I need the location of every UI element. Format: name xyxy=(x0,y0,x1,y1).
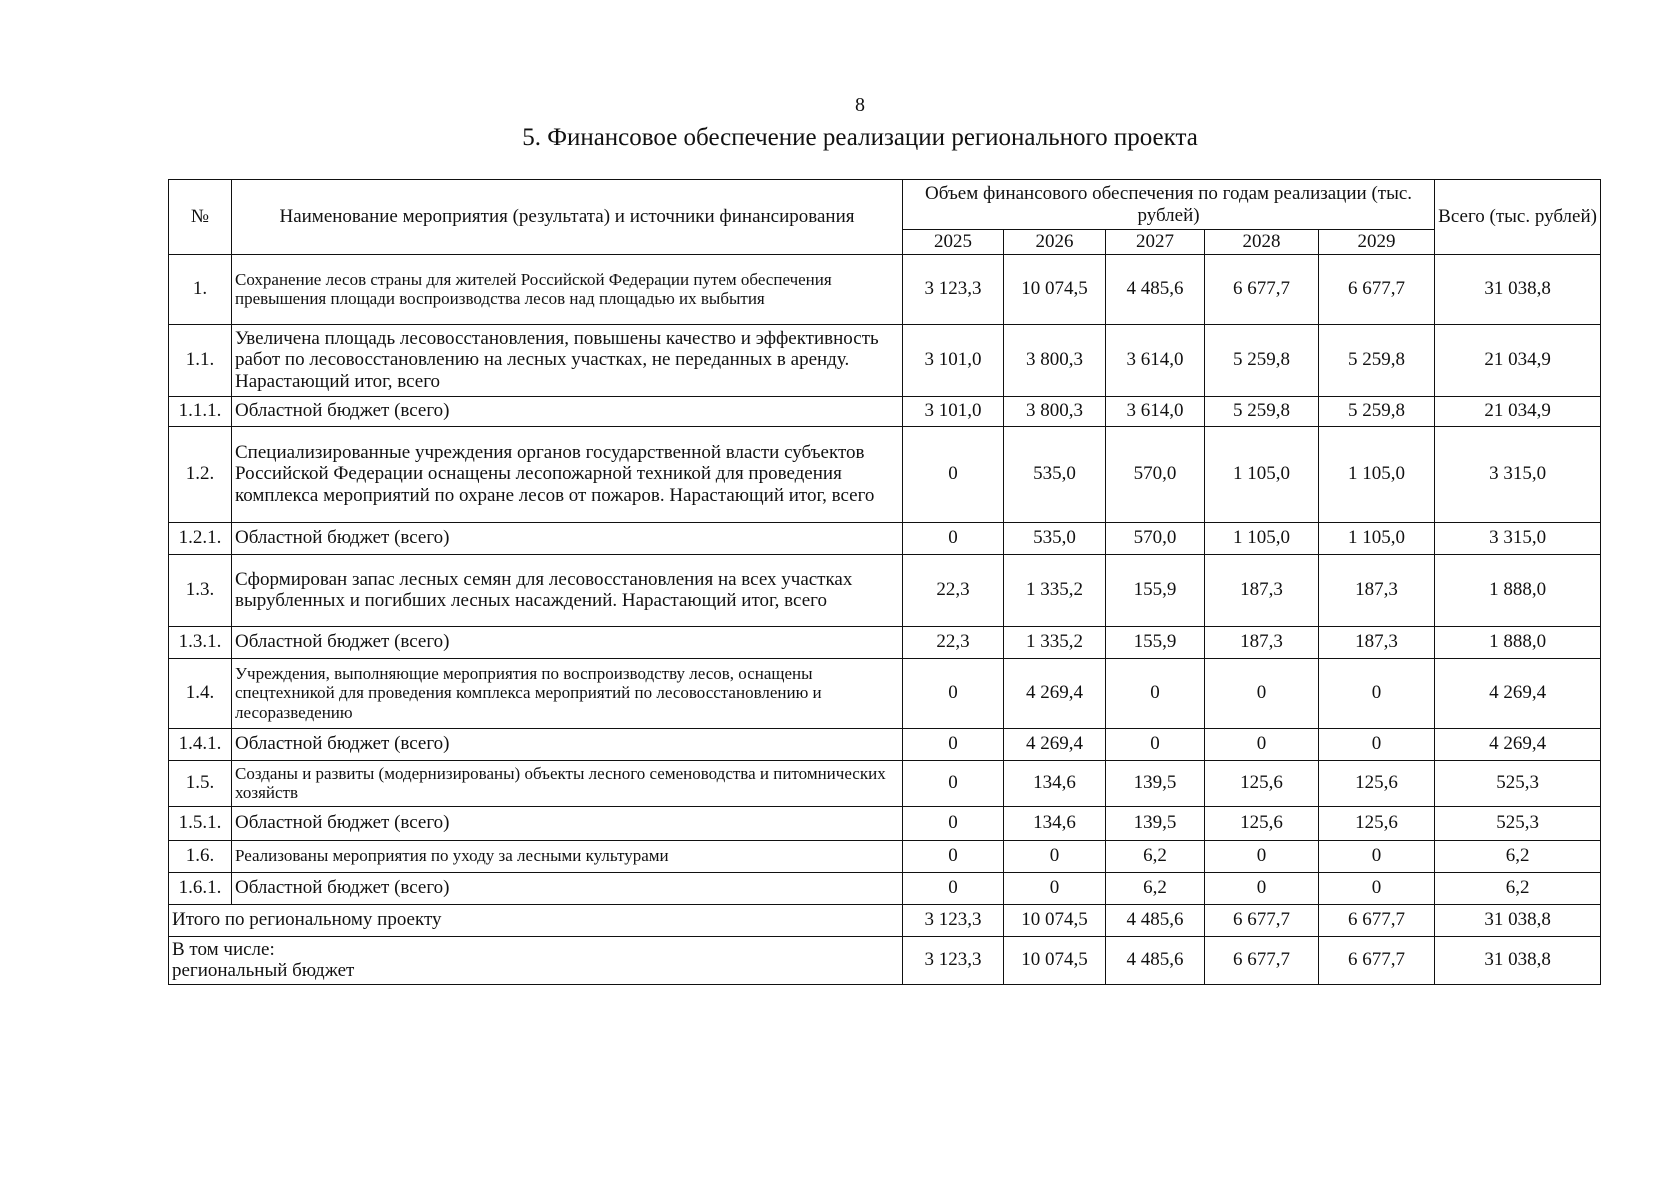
row-value: 6 677,7 xyxy=(1205,254,1319,324)
total-row-value: 10 074,5 xyxy=(1004,904,1106,936)
row-number: 1.2. xyxy=(169,426,232,522)
row-value: 0 xyxy=(1205,658,1319,728)
row-value: 125,6 xyxy=(1205,760,1319,806)
table-header xyxy=(169,180,1601,255)
row-number: 1.4.1. xyxy=(169,728,232,760)
row-value: 0 xyxy=(903,806,1004,840)
row-value: 3 123,3 xyxy=(903,254,1004,324)
sub-row-label-line-1: В том числе: xyxy=(172,938,275,960)
row-value: 3 614,0 xyxy=(1106,324,1205,396)
row-name: Специализированные учреждения органов государственной власти субъектов Российской Федерации оснащены лесопожарной техникой для проведения комплекса мероприятий по охране лесов от пожаров. Нарастающий итог, всего xyxy=(232,426,903,522)
table-row xyxy=(169,554,1601,626)
row-name: Областной бюджет (всего) xyxy=(232,522,903,554)
row-value: 0 xyxy=(1319,728,1435,760)
row-value: 22,3 xyxy=(903,626,1004,658)
table-row xyxy=(169,626,1601,658)
row-value: 1 105,0 xyxy=(1205,522,1319,554)
table-row xyxy=(169,728,1601,760)
row-value: 1 335,2 xyxy=(1004,554,1106,626)
row-value: 0 xyxy=(1004,840,1106,872)
row-value: 4 269,4 xyxy=(1004,728,1106,760)
table-row xyxy=(169,522,1601,554)
row-value: 0 xyxy=(903,728,1004,760)
row-value: 5 259,8 xyxy=(1319,396,1435,426)
row-value: 0 xyxy=(1004,872,1106,904)
header-year: 2026 xyxy=(1004,230,1106,255)
row-value: 3 101,0 xyxy=(903,324,1004,396)
row-value: 134,6 xyxy=(1004,760,1106,806)
row-number: 1.2.1. xyxy=(169,522,232,554)
row-total: 1 888,0 xyxy=(1435,626,1601,658)
sub-row-sum: 31 038,8 xyxy=(1435,936,1601,984)
row-name: Сохранение лесов страны для жителей Российской Федерации путем обеспечения превышения площади воспроизводства лесов над площадью их выбытия xyxy=(232,254,903,324)
sub-row-value: 6 677,7 xyxy=(1205,936,1319,984)
page-title: 5. Финансовое обеспечение реализации регионального проекта xyxy=(522,124,1198,151)
row-value: 187,3 xyxy=(1205,554,1319,626)
row-value: 570,0 xyxy=(1106,426,1205,522)
row-name: Областной бюджет (всего) xyxy=(232,626,903,658)
header-total: Всего (тыс. рублей) xyxy=(1435,180,1601,255)
row-number: 1.5. xyxy=(169,760,232,806)
row-number: 1.3.1. xyxy=(169,626,232,658)
row-name: Реализованы мероприятия по уходу за лесными культурами xyxy=(232,840,903,872)
page-number: 8 xyxy=(855,94,865,116)
table-body xyxy=(169,254,1601,904)
row-value: 0 xyxy=(1106,658,1205,728)
row-total: 1 888,0 xyxy=(1435,554,1601,626)
row-name: Областной бюджет (всего) xyxy=(232,872,903,904)
row-value: 10 074,5 xyxy=(1004,254,1106,324)
row-value: 0 xyxy=(1205,728,1319,760)
row-name: Созданы и развиты (модернизированы) объекты лесного семеноводства и питомнических хозяйств xyxy=(232,760,903,806)
row-value: 125,6 xyxy=(1205,806,1319,840)
row-total: 6,2 xyxy=(1435,840,1601,872)
row-value: 0 xyxy=(903,840,1004,872)
row-total: 21 034,9 xyxy=(1435,396,1601,426)
row-value: 0 xyxy=(1205,872,1319,904)
row-value: 3 101,0 xyxy=(903,396,1004,426)
row-total: 525,3 xyxy=(1435,806,1601,840)
row-value: 4 269,4 xyxy=(1004,658,1106,728)
row-value: 1 335,2 xyxy=(1004,626,1106,658)
row-value: 4 485,6 xyxy=(1106,254,1205,324)
total-row-value: 4 485,6 xyxy=(1106,904,1205,936)
sub-row-value: 10 074,5 xyxy=(1004,936,1106,984)
financing-table xyxy=(168,179,1601,985)
table-row xyxy=(169,840,1601,872)
row-number: 1.5.1. xyxy=(169,806,232,840)
row-value: 0 xyxy=(903,426,1004,522)
row-total: 31 038,8 xyxy=(1435,254,1601,324)
header-no: № xyxy=(169,180,232,255)
row-name: Областной бюджет (всего) xyxy=(232,396,903,426)
row-value: 0 xyxy=(903,658,1004,728)
table-row xyxy=(169,396,1601,426)
header-year: 2027 xyxy=(1106,230,1205,255)
row-value: 134,6 xyxy=(1004,806,1106,840)
row-total: 21 034,9 xyxy=(1435,324,1601,396)
row-number: 1.1. xyxy=(169,324,232,396)
row-value: 0 xyxy=(1205,840,1319,872)
row-name: Сформирован запас лесных семян для лесовосстановления на всех участках вырубленных и погибших лесных насаждений. Нарастающий итог, всего xyxy=(232,554,903,626)
row-total: 6,2 xyxy=(1435,872,1601,904)
row-value: 187,3 xyxy=(1319,554,1435,626)
row-value: 3 800,3 xyxy=(1004,324,1106,396)
header-volume: Объем финансового обеспечения по годам реализации (тыс. рублей) xyxy=(903,180,1435,230)
row-value: 5 259,8 xyxy=(1205,324,1319,396)
sub-row xyxy=(169,936,1601,984)
row-value: 187,3 xyxy=(1205,626,1319,658)
sub-row-value: 6 677,7 xyxy=(1319,936,1435,984)
total-row xyxy=(169,904,1601,936)
total-row-label: Итого по региональному проекту xyxy=(169,904,903,936)
row-name: Учреждения, выполняющие мероприятия по воспроизводству лесов, оснащены спецтехникой для проведения комплекса мероприятий по лесовосстановлению и лесоразведению xyxy=(232,658,903,728)
row-number: 1.1.1. xyxy=(169,396,232,426)
table-row xyxy=(169,324,1601,396)
row-value: 0 xyxy=(1319,872,1435,904)
row-value: 3 800,3 xyxy=(1004,396,1106,426)
row-value: 6,2 xyxy=(1106,840,1205,872)
row-value: 0 xyxy=(903,522,1004,554)
row-value: 1 105,0 xyxy=(1319,522,1435,554)
header-name: Наименование мероприятия (результата) и источники финансирования xyxy=(232,180,903,255)
row-value: 0 xyxy=(1106,728,1205,760)
table-row xyxy=(169,806,1601,840)
total-row-value: 6 677,7 xyxy=(1319,904,1435,936)
row-number: 1.3. xyxy=(169,554,232,626)
sub-row-label xyxy=(169,936,903,984)
row-value: 155,9 xyxy=(1106,554,1205,626)
table-row xyxy=(169,658,1601,728)
sub-row-value: 3 123,3 xyxy=(903,936,1004,984)
row-value: 5 259,8 xyxy=(1319,324,1435,396)
row-total: 3 315,0 xyxy=(1435,426,1601,522)
row-value: 125,6 xyxy=(1319,760,1435,806)
total-row-value: 3 123,3 xyxy=(903,904,1004,936)
row-total: 525,3 xyxy=(1435,760,1601,806)
row-value: 535,0 xyxy=(1004,426,1106,522)
row-value: 0 xyxy=(903,872,1004,904)
row-value: 0 xyxy=(1319,840,1435,872)
row-value: 0 xyxy=(1319,658,1435,728)
sub-row-value: 4 485,6 xyxy=(1106,936,1205,984)
table-footer xyxy=(169,904,1601,984)
total-row-value: 6 677,7 xyxy=(1205,904,1319,936)
row-number: 1.6.1. xyxy=(169,872,232,904)
table-row xyxy=(169,254,1601,324)
row-number: 1.4. xyxy=(169,658,232,728)
row-value: 1 105,0 xyxy=(1205,426,1319,522)
row-value: 125,6 xyxy=(1319,806,1435,840)
row-value: 22,3 xyxy=(903,554,1004,626)
row-value: 6 677,7 xyxy=(1319,254,1435,324)
table-row xyxy=(169,426,1601,522)
row-total: 4 269,4 xyxy=(1435,658,1601,728)
row-value: 535,0 xyxy=(1004,522,1106,554)
row-value: 139,5 xyxy=(1106,760,1205,806)
row-name: Областной бюджет (всего) xyxy=(232,806,903,840)
row-value: 6,2 xyxy=(1106,872,1205,904)
total-row-sum: 31 038,8 xyxy=(1435,904,1601,936)
row-number: 1. xyxy=(169,254,232,324)
row-value: 155,9 xyxy=(1106,626,1205,658)
header-year: 2029 xyxy=(1319,230,1435,255)
sub-row-label-line-2: региональный бюджет xyxy=(172,960,355,982)
row-number: 1.6. xyxy=(169,840,232,872)
row-name: Увеличена площадь лесовосстановления, повышены качество и эффективность работ по лесовосстановлению на лесных участках, не переданных в аренду. Нарастающий итог, всего xyxy=(232,324,903,396)
row-total: 3 315,0 xyxy=(1435,522,1601,554)
table-row xyxy=(169,760,1601,806)
row-value: 1 105,0 xyxy=(1319,426,1435,522)
row-value: 3 614,0 xyxy=(1106,396,1205,426)
header-year: 2025 xyxy=(903,230,1004,255)
row-value: 5 259,8 xyxy=(1205,396,1319,426)
row-value: 139,5 xyxy=(1106,806,1205,840)
table-row xyxy=(169,872,1601,904)
row-total: 4 269,4 xyxy=(1435,728,1601,760)
row-value: 0 xyxy=(903,760,1004,806)
row-name: Областной бюджет (всего) xyxy=(232,728,903,760)
row-value: 570,0 xyxy=(1106,522,1205,554)
header-year: 2028 xyxy=(1205,230,1319,255)
row-value: 187,3 xyxy=(1319,626,1435,658)
